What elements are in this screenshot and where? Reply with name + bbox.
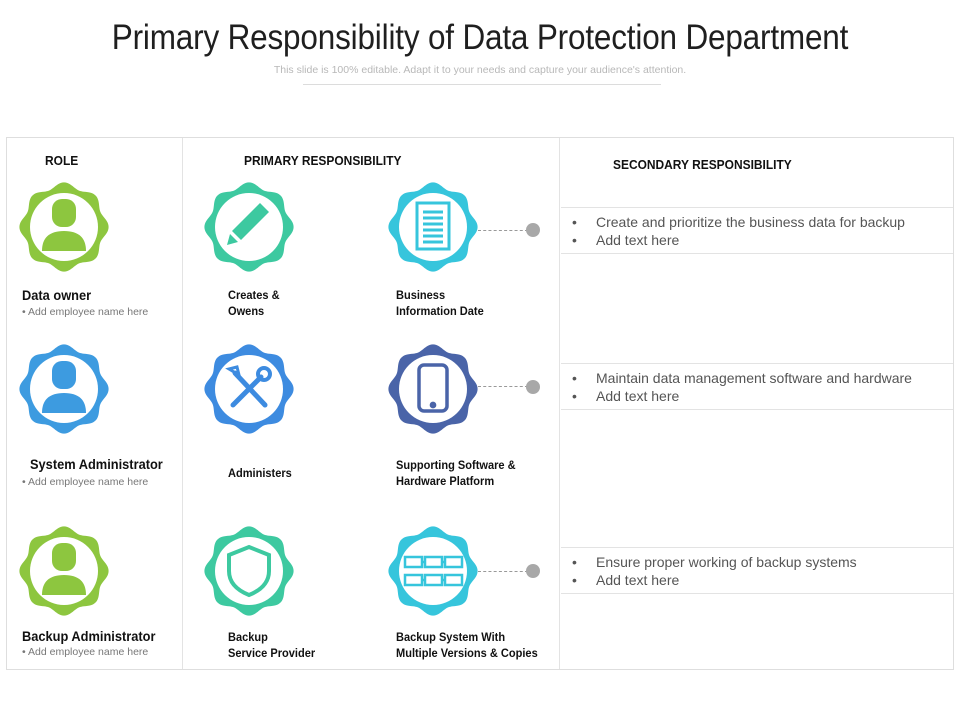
secondary-column-header: SECONDARY RESPONSIBILITY [613,157,792,172]
primary-label-business-info: Business Information Date [396,288,484,318]
role-name-backup-admin: Backup Administrator [22,629,156,644]
role-column-header: ROLE [45,153,79,168]
server-icon [387,525,479,617]
connector-dot [526,223,540,237]
row-divider [561,253,953,254]
column-divider-role [182,138,183,669]
document-icon [387,181,479,273]
primary-label-backup-provider: Backup Service Provider [228,630,316,660]
pencil-icon [203,181,295,273]
primary-badge-software-hardware [387,343,479,435]
column-divider-primary [559,138,560,669]
primary-badge-backup-provider [203,525,295,617]
secondary-item: • Maintain data management software and hardware [572,369,912,387]
tablet-icon [387,343,479,435]
primary-label-backup-system: Backup System With Multiple Versions & Copies [396,630,538,660]
secondary-item: • Add text here [572,571,857,589]
secondary-list-1 [572,213,905,249]
shield-icon [203,525,295,617]
connector-dot [526,380,540,394]
slide-subtitle: This slide is 100% editable. Adapt it to your needs and capture your audience's attention. [273,64,687,76]
role-badge-system-admin [18,343,110,435]
secondary-item: • Ensure proper working of backup systems [572,553,857,571]
role-employee-system-admin: • Add employee name here [22,476,149,488]
connector-line [478,571,528,572]
secondary-item: • Add text here [572,231,905,249]
primary-column-header: PRIMARY RESPONSIBILITY [244,153,402,168]
role-badge-data-owner [18,181,110,273]
row-divider [561,547,953,548]
connector-line [478,230,528,231]
connector-dot [526,564,540,578]
primary-badge-creates [203,181,295,273]
tools-icon [203,343,295,435]
secondary-item: • Add text here [572,387,912,405]
primary-label-administers: Administers [228,466,292,480]
role-name-data-owner: Data owner [22,288,92,303]
primary-badge-backup-system [387,525,479,617]
role-name-system-admin: System Administrator [30,457,163,472]
role-employee-data-owner: • Add employee name here [22,306,149,318]
role-badge-backup-admin [18,525,110,617]
row-divider [561,207,953,208]
role-employee-backup-admin: • Add employee name here [22,646,149,658]
primary-badge-business-info [387,181,479,273]
secondary-list-2 [572,369,912,405]
title-divider [303,84,661,85]
slide-title: Primary Responsibility of Data Protection Department [111,18,849,57]
user-icon [18,343,110,435]
row-divider [561,593,953,594]
primary-label-creates: Creates & Owens [228,288,280,318]
user-icon [18,181,110,273]
row-divider [561,363,953,364]
user-icon [18,525,110,617]
primary-badge-administers [203,343,295,435]
connector-line [478,386,528,387]
secondary-list-3 [572,553,857,589]
row-divider [561,409,953,410]
secondary-item: • Create and prioritize the business data for backup [572,213,905,231]
primary-label-software-hardware: Supporting Software & Hardware Platform [396,458,516,488]
